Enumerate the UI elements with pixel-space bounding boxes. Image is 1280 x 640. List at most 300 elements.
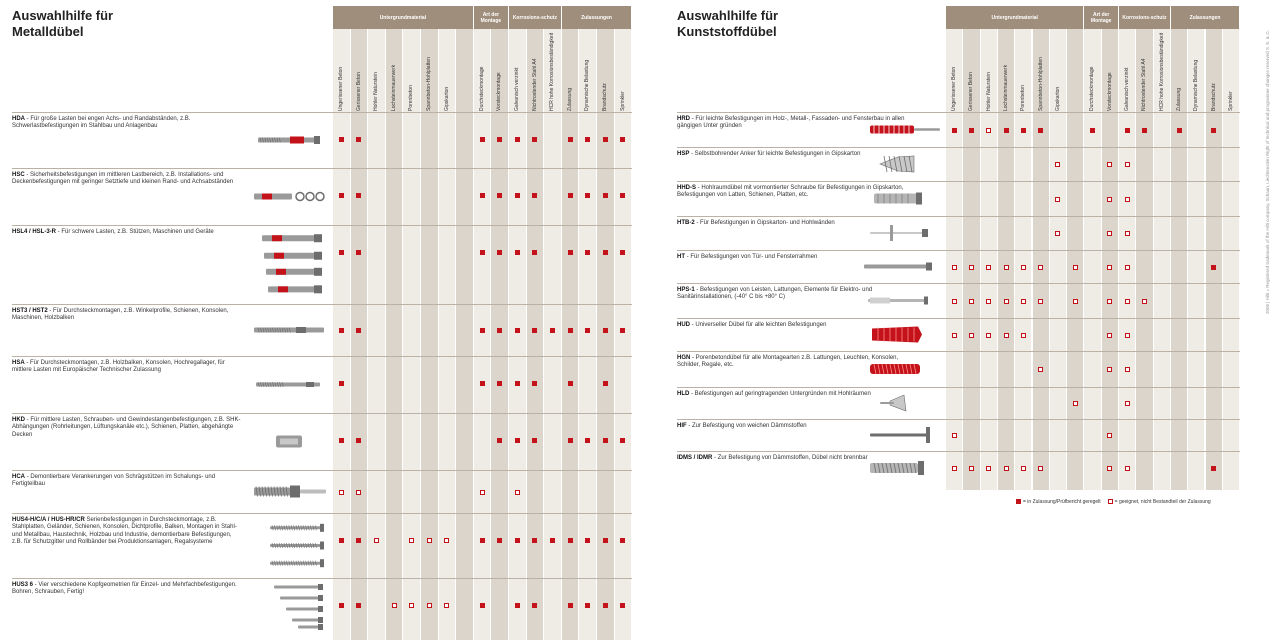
product-name: HSA <box>12 360 25 366</box>
frame-screw-icon <box>860 253 942 280</box>
product-description <box>12 417 242 439</box>
stud-anchor-icon <box>250 359 328 410</box>
product-text: - Befestigungen von Leisten, Lattungen, Elemente für Elektro- und Sanitärinstallationen, (-40° C bis +80° C) <box>677 287 873 301</box>
column-header-label: Vorsteckmontage <box>1106 72 1113 111</box>
side-copyright: 2006 | Hilti = Registered trademark of the Hilti company, Schaan, Liechtenstein Right of technical and programme changes reserved S. E. & O. <box>1265 30 1270 314</box>
product-text: - Zur Befestigung von weichen Dämmstoffen <box>686 423 807 429</box>
row-divider <box>12 168 632 169</box>
suitable-mark <box>969 299 974 304</box>
approved-mark <box>339 438 344 443</box>
product-name: HSL4 / HSL-3-R <box>12 229 57 235</box>
column-header <box>1119 33 1136 111</box>
suitable-mark <box>1004 466 1009 471</box>
column-header-label: Porenbeton <box>408 85 415 111</box>
suitable-mark <box>986 333 991 338</box>
row-divider <box>677 318 1240 319</box>
approved-mark <box>585 538 590 543</box>
suitable-mark <box>1125 401 1130 406</box>
column-header-label: Lochsteinmauerwerk <box>390 64 397 111</box>
approved-mark <box>532 193 537 198</box>
column-header-label: Brandschutz <box>602 83 608 111</box>
column-header-label: Durchsteckmontage <box>1089 66 1096 111</box>
product-name: HGN <box>677 355 691 361</box>
approved-mark <box>603 193 608 198</box>
grid-column-bg <box>615 29 632 640</box>
insulation-fastener-icon <box>860 422 942 448</box>
wedge-anchor-icon <box>250 307 328 353</box>
approved-mark <box>603 381 608 386</box>
approved-mark <box>480 250 485 255</box>
column-header-label: Galvanisch verzinkt <box>514 67 520 111</box>
column-header <box>1136 33 1153 111</box>
approved-mark <box>339 193 344 198</box>
suitable-mark <box>1038 299 1043 304</box>
row-divider <box>677 283 1240 284</box>
product-name: HRD <box>677 116 690 122</box>
suitable-mark <box>356 490 361 495</box>
product-name: HDA <box>12 116 25 122</box>
approved-mark <box>568 603 573 608</box>
grid-column-bg <box>386 29 403 640</box>
screw-anchor-icon <box>250 516 328 575</box>
suitable-mark <box>952 466 957 471</box>
approved-mark <box>532 538 537 543</box>
column-header <box>1223 33 1240 111</box>
suitable-mark <box>1107 197 1112 202</box>
approved-mark <box>620 328 625 333</box>
approved-mark <box>515 137 520 142</box>
approved-mark <box>585 137 590 142</box>
column-header-label: Zulassung <box>1175 87 1182 111</box>
approved-mark <box>603 250 608 255</box>
product-description <box>12 517 242 546</box>
suitable-mark <box>986 128 991 133</box>
header-group: Korrosions-schutz <box>1119 6 1170 29</box>
approved-mark <box>356 328 361 333</box>
grid-column-bg <box>421 29 438 640</box>
approved-mark <box>1211 128 1216 133</box>
column-header-label: Dynamische Belastung <box>584 59 591 111</box>
column-header-label: Spannbeton-Hohlplatten <box>426 57 432 111</box>
suitable-mark <box>1107 299 1112 304</box>
suitable-mark <box>1055 162 1060 167</box>
row-divider <box>12 112 632 113</box>
row-divider <box>12 413 632 414</box>
row-divider <box>12 578 632 579</box>
approved-mark <box>497 328 502 333</box>
suitable-mark <box>1107 333 1112 338</box>
column-header <box>1206 33 1223 111</box>
undercut-anchor-icon <box>250 115 328 165</box>
approved-mark <box>585 328 590 333</box>
approved-mark <box>550 538 555 543</box>
approved-mark <box>1021 128 1026 133</box>
approved-mark <box>339 381 344 386</box>
suitable-mark <box>1125 197 1130 202</box>
grid-column-bg <box>509 29 526 640</box>
suitable-mark <box>1125 299 1130 304</box>
approved-mark <box>497 137 502 142</box>
toggle-bolt-icon <box>860 219 942 247</box>
suitable-mark <box>1021 466 1026 471</box>
column-header-label: Porenbeton <box>1020 85 1027 111</box>
column-header-label: Ungerissener Beton <box>951 66 957 111</box>
product-name: HKD <box>12 417 25 423</box>
grid-column-bg <box>527 29 544 640</box>
column-header-label: Gerissener Beton <box>968 72 975 111</box>
grid-column-bg <box>351 29 368 640</box>
row-divider <box>677 112 1240 113</box>
screw-head-variants-icon <box>250 581 328 631</box>
suitable-mark <box>969 466 974 471</box>
approved-mark <box>339 137 344 142</box>
header-group: Untergrundmaterial <box>333 6 473 29</box>
grid-column-bg <box>544 29 561 640</box>
row-divider <box>677 181 1240 182</box>
suitable-mark <box>1004 265 1009 270</box>
column-header <box>615 33 632 111</box>
grid-column-bg <box>491 29 508 640</box>
grid-column-bg <box>333 29 350 640</box>
product-name: HSP <box>677 151 690 157</box>
product-text: - Demontierbare Verankerungen von Schrägstützen im Schalungs- und Fertigteilbau <box>12 474 216 488</box>
column-header-label: Zulassung <box>566 87 573 111</box>
column-header-label: Ungerissener Beton <box>338 66 344 111</box>
page-title: Auswahlhilfe für Kunststoffdübel <box>677 8 779 39</box>
approved-mark <box>356 603 361 608</box>
approved-mark <box>497 438 502 443</box>
approved-mark <box>515 193 520 198</box>
suitable-mark <box>1107 231 1112 236</box>
suitable-mark <box>427 538 432 543</box>
product-description <box>12 172 242 187</box>
product-name: HUD <box>677 322 690 328</box>
product-description <box>12 308 242 323</box>
approved-mark <box>568 193 573 198</box>
row-divider <box>677 419 1240 420</box>
product-name: IDMS / IDMR <box>677 455 713 461</box>
approved-mark <box>515 250 520 255</box>
approved-mark <box>480 193 485 198</box>
plastic-anchor-panel <box>640 0 1260 640</box>
product-text: - Porenbetondübel für alle Montagearten z.B. Lattungen, Leuchten, Konsolen, Schilder, Regale, etc. <box>677 355 899 369</box>
outline-mark-icon <box>1108 499 1113 504</box>
column-header-label: HCR hohe Korrosionsbeständigkeit <box>549 33 556 111</box>
row-divider <box>12 513 632 514</box>
approved-mark <box>585 193 590 198</box>
column-header <box>963 33 980 111</box>
approved-mark <box>480 137 485 142</box>
grid-column-bg <box>474 29 491 640</box>
heavy-duty-anchor-icon <box>250 228 328 301</box>
suitable-mark <box>1125 333 1130 338</box>
suitable-mark <box>969 333 974 338</box>
approved-mark <box>620 603 625 608</box>
approved-mark <box>585 603 590 608</box>
approved-mark <box>603 137 608 142</box>
suitable-mark <box>952 433 957 438</box>
suitable-mark <box>986 299 991 304</box>
aerated-concrete-plug-icon <box>860 354 942 384</box>
product-text: - Hohlraumdübel mit vormontierter Schraube für Befestigungen in Gipskarton, Befestigungen von Latten, Schienen, Platten, etc. <box>677 185 904 199</box>
approved-mark <box>497 250 502 255</box>
approved-mark <box>620 137 625 142</box>
column-header-label: Nichtrostender Stahl A4 <box>531 58 538 111</box>
suitable-mark <box>952 265 957 270</box>
approved-mark <box>356 538 361 543</box>
drop-in-anchor-icon <box>250 416 328 467</box>
approved-mark <box>339 328 344 333</box>
column-header-label: Brandschutz <box>1210 83 1217 111</box>
suitable-mark <box>952 333 957 338</box>
column-header <box>527 33 544 111</box>
approved-mark <box>480 328 485 333</box>
suitable-mark <box>1142 299 1147 304</box>
product-name: HIF <box>677 423 687 429</box>
column-header <box>403 33 420 111</box>
suitable-mark <box>1107 433 1112 438</box>
approved-mark <box>1142 128 1147 133</box>
row-divider <box>12 225 632 226</box>
grid-column-bg <box>597 29 614 640</box>
approved-mark <box>952 128 957 133</box>
approved-mark <box>356 193 361 198</box>
filled-mark-icon <box>1016 499 1021 504</box>
column-header <box>474 33 491 111</box>
universal-plug-icon <box>860 321 942 348</box>
suitable-mark <box>1055 231 1060 236</box>
product-text: - Universeller Dübel für alle leichten Befestigungen <box>690 322 827 328</box>
cavity-anchor-icon <box>860 184 942 213</box>
approved-mark <box>568 438 573 443</box>
approved-mark <box>356 137 361 142</box>
frame-anchor-icon <box>860 115 942 144</box>
approved-mark <box>603 538 608 543</box>
approved-mark <box>515 328 520 333</box>
approved-mark <box>969 128 974 133</box>
suitable-mark <box>1107 367 1112 372</box>
light-duty-anchor-icon <box>860 390 942 416</box>
insulation-anchor-icon <box>860 454 942 482</box>
approved-mark <box>532 328 537 333</box>
header-group: Untergrundmaterial <box>946 6 1083 29</box>
approved-mark <box>532 438 537 443</box>
approved-mark <box>532 381 537 386</box>
column-header <box>998 33 1015 111</box>
row-divider <box>12 470 632 471</box>
approved-mark <box>603 328 608 333</box>
suitable-mark <box>1021 333 1026 338</box>
self-drill-anchor-icon <box>860 150 942 178</box>
column-header <box>351 33 368 111</box>
suitable-mark <box>444 603 449 608</box>
row-divider <box>12 356 632 357</box>
column-header-label: Galvanisch verzinkt <box>1124 67 1130 111</box>
approved-mark <box>532 250 537 255</box>
suitable-mark <box>1038 367 1043 372</box>
suitable-mark <box>374 538 379 543</box>
product-name: HLD <box>677 391 690 397</box>
suitable-mark <box>515 490 520 495</box>
safety-anchor-icon <box>250 171 328 222</box>
header-group: Zulassungen <box>1171 6 1239 29</box>
column-header-label: Spannbeton-Hohlplatten <box>1037 57 1044 111</box>
product-name: HT <box>677 254 685 260</box>
grid-column-bg <box>456 29 473 640</box>
approved-mark <box>568 381 573 386</box>
suitable-mark <box>444 538 449 543</box>
approved-mark <box>480 603 485 608</box>
approved-mark <box>620 250 625 255</box>
suitable-mark <box>1125 367 1130 372</box>
approved-mark <box>568 137 573 142</box>
product-text: - Für leichte Befestigungen im Holz-, Metall-, Fassaden- und Fensterbau in allen gängigen Unter gründen <box>677 116 905 130</box>
suitable-mark <box>1125 466 1130 471</box>
column-header <box>368 33 385 111</box>
product-name: HSC <box>12 172 25 178</box>
coil-anchor-icon <box>250 473 328 510</box>
column-header-label: Gerissener Beton <box>355 72 362 111</box>
product-text: - Für Durchsteckmontagen, z.B. Holzbalken, Konsolen, Hochregallager, für mittlere Lasten mit Europäischer Technischer Zulassung <box>12 360 225 374</box>
suitable-mark <box>427 603 432 608</box>
column-header-label: Lochsteinmauerwerk <box>1002 64 1009 111</box>
product-name: HCA <box>12 474 25 480</box>
product-text: - Für Befestigungen von Tür- und Fensterrahmen <box>685 254 818 260</box>
suitable-mark <box>1073 299 1078 304</box>
suitable-mark <box>1004 333 1009 338</box>
column-header <box>579 33 596 111</box>
product-name: HUS3 6 <box>12 582 34 588</box>
product-description <box>12 474 242 489</box>
column-header-label: Durchsteckmontage <box>478 66 485 111</box>
approved-mark <box>1211 265 1216 270</box>
suitable-mark <box>339 490 344 495</box>
product-text: - Für schwere Lasten, z.B. Stützen, Maschinen und Geräte <box>56 229 214 235</box>
product-text: - Zur Befestigung von Dämmstoffen, Dübel nicht brennbar <box>712 455 868 461</box>
row-divider <box>677 351 1240 352</box>
grid-column-bg <box>562 29 579 640</box>
approved-mark <box>585 250 590 255</box>
approved-mark <box>497 381 502 386</box>
product-name: HTB-2 <box>677 220 695 226</box>
header-group: Korrosions-schutz <box>509 6 561 29</box>
column-header <box>1015 33 1032 111</box>
column-header <box>386 33 403 111</box>
approved-mark <box>1038 128 1043 133</box>
product-text: - Selbstbohrender Anker für leichte Befestigungen in Gipskarton <box>689 151 861 157</box>
column-header <box>439 33 456 111</box>
column-header <box>597 33 614 111</box>
row-divider <box>677 387 1240 388</box>
suitable-mark <box>409 538 414 543</box>
suitable-mark <box>1021 265 1026 270</box>
nail-plug-icon <box>860 286 942 315</box>
column-header-label: Gipskarton <box>1054 86 1061 111</box>
approved-mark <box>568 328 573 333</box>
column-header-label: HCR hohe Korrosionsbeständigkeit <box>1158 33 1165 111</box>
product-text: - Für große Lasten bei engen Achs- und Randabständen, z.B. Schwerlastbefestigungen im Stahlbau und Anlagenbau <box>12 116 191 130</box>
column-header <box>1154 33 1171 111</box>
product-text: - Für mittlere Lasten, Schrauben- und Gewindestangenbefestigungen, z.B. SHK-Abhängungen (Rohrleitungen, Lüftungskanäle etc.), Schienen, Platten, abgehängte Decken <box>12 417 241 438</box>
approved-mark <box>356 438 361 443</box>
suitable-mark <box>409 603 414 608</box>
row-divider <box>677 250 1240 251</box>
suitable-mark <box>986 466 991 471</box>
approved-mark <box>568 538 573 543</box>
suitable-mark <box>1021 299 1026 304</box>
approved-mark <box>550 328 555 333</box>
row-divider <box>12 304 632 305</box>
approved-mark <box>497 193 502 198</box>
column-header-label: Hohler Naturstein <box>373 72 380 111</box>
suitable-mark <box>1107 466 1112 471</box>
approved-mark <box>1004 128 1009 133</box>
column-header <box>456 33 473 111</box>
product-text: - Sicherheitsbefestigungen im mittleren Lastbereich, z.B. Installations- und Deckenbefestigungen mit geringer Setztiefe und kleinen Rand- und Achsabständen <box>12 172 234 186</box>
approved-mark <box>620 438 625 443</box>
approved-mark <box>515 538 520 543</box>
header-group: Zulassungen <box>562 6 631 29</box>
column-header <box>946 33 963 111</box>
approved-mark <box>1125 128 1130 133</box>
suitable-mark <box>1038 466 1043 471</box>
column-header-label: Hohler Naturstein <box>985 72 992 111</box>
suitable-mark <box>986 265 991 270</box>
product-name: HST3 / HST2 <box>12 308 48 314</box>
approved-mark <box>603 438 608 443</box>
row-divider <box>677 147 1240 148</box>
column-header <box>1067 33 1084 111</box>
suitable-mark <box>1107 265 1112 270</box>
suitable-mark <box>952 299 957 304</box>
column-header-label: Vorsteckmontage <box>496 72 503 111</box>
grid-column-bg <box>579 29 596 640</box>
suitable-mark <box>480 490 485 495</box>
suitable-mark <box>1055 197 1060 202</box>
product-description <box>12 582 242 597</box>
column-header-label: Gipskarton <box>443 86 450 111</box>
suitable-mark <box>1125 265 1130 270</box>
approved-mark <box>568 250 573 255</box>
column-header <box>1188 33 1205 111</box>
approved-mark <box>480 538 485 543</box>
column-header <box>1171 33 1188 111</box>
column-header <box>491 33 508 111</box>
product-name: HPS-1 <box>677 287 695 293</box>
row-divider <box>677 451 1240 452</box>
approved-mark <box>515 438 520 443</box>
suitable-mark <box>969 265 974 270</box>
column-header <box>1033 33 1050 111</box>
product-text: - Vier verschiedene Kopfgeometrien für Einzel- und Mehrfachbefestigungen. Bohren, Schrauben, Fertig! <box>12 582 237 596</box>
column-header-label: Nichtrostender Stahl A4 <box>1141 58 1148 111</box>
row-divider <box>677 216 1240 217</box>
product-description <box>12 116 242 131</box>
column-header <box>1084 33 1101 111</box>
grid-column-bg <box>439 29 456 640</box>
column-header <box>333 33 350 111</box>
legend: = in Zulassung/Prüfbericht geregelt = geeignet, nicht Bestandteil der Zulassung <box>1016 499 1211 505</box>
column-header <box>1050 33 1067 111</box>
suitable-mark <box>1125 162 1130 167</box>
column-header-label: Sprinkler <box>619 91 626 111</box>
approved-mark <box>497 538 502 543</box>
product-description <box>12 360 242 375</box>
approved-mark <box>1177 128 1182 133</box>
product-text: - Für Befestigungen in Gipskarton- und Hohlwänden <box>694 220 835 226</box>
column-header <box>544 33 561 111</box>
grid-column-bg <box>368 29 385 640</box>
